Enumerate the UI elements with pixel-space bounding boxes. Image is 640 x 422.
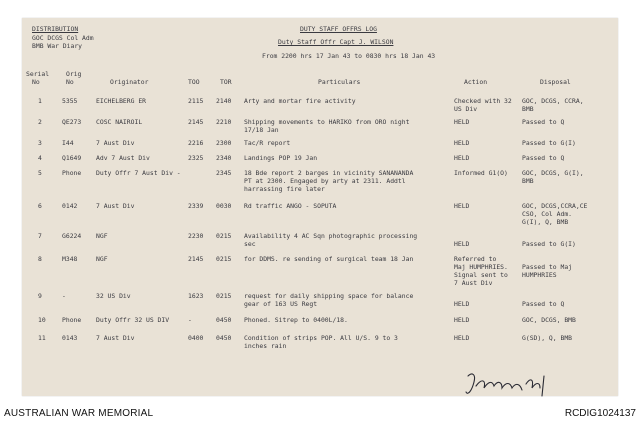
- distribution-line-2: BMB War Diary: [32, 42, 83, 50]
- row-action: HELD: [454, 316, 470, 324]
- row-disposal: Passed to Q: [522, 118, 565, 126]
- col-serial: Serial: [26, 70, 50, 78]
- row-action: US Div: [454, 105, 478, 113]
- row-orig-no: G6224: [62, 232, 82, 240]
- row-disposal: GOC, DCGS,CCRA,CE: [522, 202, 588, 210]
- row-action: Maj HUMPHRIES.: [454, 263, 508, 271]
- row-particulars: request for daily shipping space for balance: [244, 292, 414, 300]
- row-action: Referred to: [454, 255, 497, 263]
- row-serial: 2: [38, 118, 42, 126]
- row-originator: 7 Aust Div: [96, 334, 135, 342]
- row-particulars: Landings POP 19 Jan: [244, 154, 318, 162]
- col-disposal: Disposal: [540, 78, 571, 86]
- row-originator: COSC NAIROIL: [96, 118, 143, 126]
- col-orig-no: No: [66, 78, 74, 86]
- row-particulars: 17/18 Jan: [244, 126, 279, 134]
- row-disposal: G(SD), Q, BMB: [522, 334, 573, 342]
- row-disposal: Passed to G(I): [522, 139, 576, 147]
- row-disposal: Passed to Maj: [522, 263, 573, 271]
- row-serial: 5: [38, 169, 42, 177]
- row-action: HELD: [454, 334, 470, 342]
- row-disposal: GOC, DCGS, G(I),: [522, 169, 584, 177]
- row-disposal: Passed to Q: [522, 300, 565, 308]
- footer-right: RCDIG1024137: [564, 408, 636, 419]
- row-tor: 2340: [216, 154, 232, 162]
- row-serial: 6: [38, 202, 42, 210]
- row-serial: 4: [38, 154, 42, 162]
- row-serial: 1: [38, 97, 42, 105]
- footer-left: AUSTRALIAN WAR MEMORIAL: [4, 408, 154, 419]
- col-serial-no: No: [32, 78, 40, 86]
- row-action: HELD: [454, 118, 470, 126]
- row-particulars: Phoned. Sitrep to 0400L/18.: [244, 316, 348, 324]
- distribution-label: DISTRIBUTION: [32, 25, 79, 33]
- row-particulars: harrassing fire later: [244, 185, 325, 193]
- row-tor: 0450: [216, 316, 232, 324]
- row-too: 2145: [188, 118, 204, 126]
- row-originator: Duty Offr 32 US DIV: [96, 316, 170, 324]
- row-serial: 3: [38, 139, 42, 147]
- row-disposal: CSO, Col Adm.: [522, 210, 573, 218]
- row-disposal: Passed to G(I): [522, 240, 576, 248]
- row-orig-no: QE273: [62, 118, 82, 126]
- row-tor: 2345: [216, 169, 232, 177]
- row-particulars: Tac/R report: [244, 139, 291, 147]
- row-action: Signal sent to: [454, 271, 508, 279]
- row-action: Checked with 32: [454, 97, 512, 105]
- row-disposal: BMB: [522, 177, 534, 185]
- log-period: From 2200 hrs 17 Jan 43 to 0830 hrs 18 Jan 43: [262, 52, 436, 60]
- col-orig: Orig: [66, 70, 82, 78]
- row-too: 1623: [188, 292, 204, 300]
- row-orig-no: M348: [62, 255, 78, 263]
- row-action: HELD: [454, 139, 470, 147]
- row-particulars: PT at 2300. Engaged by arty at 2311. Addtl: [244, 177, 406, 185]
- row-particulars: gear of 163 US Regt: [244, 300, 318, 308]
- row-disposal: G(I), Q, BMB: [522, 218, 569, 226]
- row-orig-no: 0142: [62, 202, 78, 210]
- row-serial: 9: [38, 292, 42, 300]
- row-too: 2145: [188, 255, 204, 263]
- col-particulars: Particulars: [318, 78, 361, 86]
- row-particulars: Rd traffic ANGO - SOPUTA: [244, 202, 337, 210]
- row-particulars: sec: [244, 240, 256, 248]
- document-sheet: [22, 18, 618, 396]
- row-tor: 2140: [216, 97, 232, 105]
- row-orig-no: Q1649: [62, 154, 82, 162]
- row-orig-no: Phone: [62, 316, 82, 324]
- row-particulars: Shipping movements to HARIKO from ORO night: [244, 118, 410, 126]
- row-orig-no: I44: [62, 139, 74, 147]
- row-serial: 11: [38, 334, 46, 342]
- row-action: HELD: [454, 202, 470, 210]
- log-title: DUTY STAFF OFFRS LOG: [300, 25, 377, 33]
- signature-text: J. L. Wilson Capt: [462, 368, 473, 369]
- col-too: TOO: [188, 78, 200, 86]
- row-disposal: GOC, DCGS, BMB: [522, 316, 576, 324]
- row-tor: 0450: [216, 334, 232, 342]
- row-tor: 0215: [216, 292, 232, 300]
- row-particulars: 18 Bde report 2 barges in vicinity SANANANDA: [244, 169, 414, 177]
- row-too: 2230: [188, 232, 204, 240]
- row-serial: 8: [38, 255, 42, 263]
- footer: [0, 404, 640, 422]
- row-too: 2339: [188, 202, 204, 210]
- row-tor: 2300: [216, 139, 232, 147]
- row-action: Informed G1(O): [454, 169, 508, 177]
- log-subtitle: Duty Staff Offr Capt J. WILSON: [278, 38, 394, 46]
- row-too: 2216: [188, 139, 204, 147]
- row-disposal: Passed to Q: [522, 154, 565, 162]
- row-orig-no: Phone: [62, 169, 82, 177]
- col-tor: TOR: [220, 78, 232, 86]
- signature: [462, 368, 552, 404]
- row-disposal: BMB: [522, 105, 534, 113]
- row-action: HELD: [454, 240, 470, 248]
- row-originator: NGF: [96, 232, 108, 240]
- row-action: 7 Aust Div: [454, 279, 493, 287]
- distribution-line-1: GOC DCGS Col Adm: [32, 34, 94, 42]
- row-particulars: for DDMS. re sending of surgical team 18 Jan: [244, 255, 414, 263]
- row-tor: 0215: [216, 232, 232, 240]
- row-particulars: Condition of strips POP. All U/S. 9 to 3: [244, 334, 398, 342]
- row-particulars: Availability 4 AC Sqn photographic processing: [244, 232, 418, 240]
- row-disposal: GOC, DCGS, CCRA,: [522, 97, 584, 105]
- row-tor: 2210: [216, 118, 232, 126]
- row-serial: 10: [38, 316, 46, 324]
- row-too: 2325: [188, 154, 204, 162]
- row-orig-no: -: [62, 292, 66, 300]
- row-disposal: HUMPHRIES: [522, 271, 557, 279]
- row-too: 0400: [188, 334, 204, 342]
- col-originator: Originator: [110, 78, 149, 86]
- row-too: -: [188, 316, 192, 324]
- row-tor: 0215: [216, 255, 232, 263]
- row-orig-no: 5355: [62, 97, 78, 105]
- row-serial: 7: [38, 232, 42, 240]
- row-originator: 32 US Div: [96, 292, 131, 300]
- row-particulars: Arty and mortar fire activity: [244, 97, 356, 105]
- row-action: HELD: [454, 154, 470, 162]
- row-tor: 0030: [216, 202, 232, 210]
- row-originator: EICHELBERG ER: [96, 97, 147, 105]
- row-originator: NGF: [96, 255, 108, 263]
- row-action: HELD: [454, 300, 470, 308]
- row-originator: 7 Aust Div: [96, 139, 135, 147]
- col-action: Action: [464, 78, 488, 86]
- row-originator: 7 Aust Div: [96, 202, 135, 210]
- row-orig-no: 0143: [62, 334, 78, 342]
- row-too: 2115: [188, 97, 204, 105]
- row-originator: Adv 7 Aust Div: [96, 154, 150, 162]
- row-particulars: inches rain: [244, 342, 287, 350]
- row-originator: Duty Offr 7 Aust Div -: [96, 169, 181, 177]
